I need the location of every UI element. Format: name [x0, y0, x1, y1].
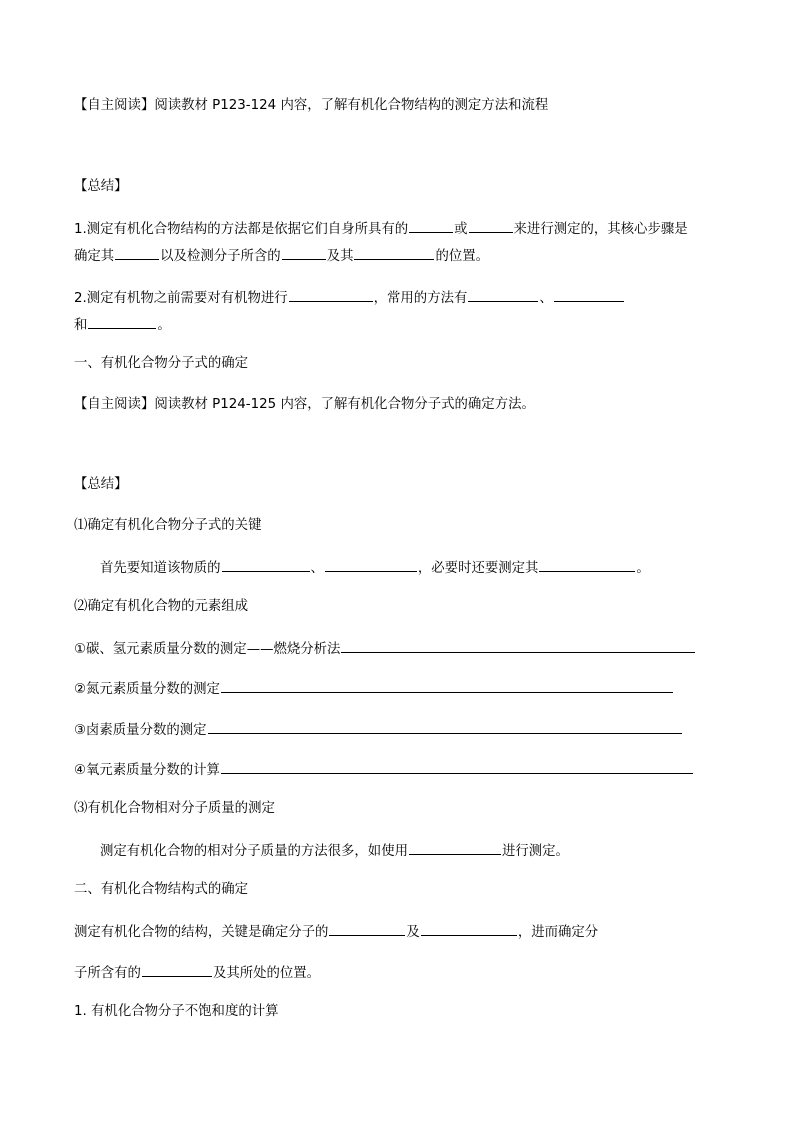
fill-in-blank[interactable] — [222, 557, 310, 572]
element-item-4 — [74, 759, 694, 777]
summary-item-1-line-1 — [74, 218, 688, 236]
text-fragment: ④氧元素质量分数的计算 — [74, 763, 220, 778]
text-fragment: 。 — [636, 561, 650, 576]
reading-instruction-1 — [74, 97, 548, 115]
fill-in-blank[interactable] — [329, 921, 405, 936]
reading-bracket-label: 【自主阅读】 — [74, 98, 155, 113]
text-fragment: ③卤素质量分数的测定 — [74, 723, 207, 738]
structure-line-1 — [74, 921, 598, 939]
fill-in-blank[interactable] — [409, 218, 453, 233]
reading-instruction-2 — [74, 396, 535, 414]
fill-in-blank[interactable] — [142, 962, 212, 977]
fill-in-blank[interactable] — [221, 759, 693, 774]
fill-in-blank[interactable] — [421, 921, 517, 936]
fill-in-blank[interactable] — [468, 287, 538, 302]
fill-in-blank[interactable] — [282, 245, 326, 260]
text-fragment: 子所含有的 — [74, 966, 141, 981]
text-fragment: 进行测定。 — [501, 844, 569, 859]
fill-in-blank[interactable] — [289, 287, 373, 302]
unsaturation-heading: 1. 有机化合物分子不饱和度的计算 — [74, 1004, 279, 1019]
text-fragment: 、 — [310, 561, 324, 576]
fill-in-blank[interactable] — [208, 719, 682, 734]
text-fragment: 、 — [539, 291, 553, 306]
fill-in-blank[interactable] — [539, 557, 635, 572]
summary-item-2-line-1 — [74, 287, 625, 305]
text-fragment: 首先要知道该物质的 — [100, 561, 221, 576]
reading-bracket-label: 【自主阅读】 — [74, 397, 155, 412]
summary-item-2-line-2 — [74, 314, 171, 332]
text-fragment: 及其所处的位置。 — [212, 966, 321, 981]
key-heading: ⑴确定有机化合物分子式的关键 — [74, 518, 262, 533]
text-fragment: 以及检测分子所含的 — [160, 249, 281, 264]
text-fragment: ②氮元素质量分数的测定 — [74, 682, 220, 697]
summary-heading-2: 【总结】 — [74, 477, 128, 492]
text-fragment: 确定其 — [74, 249, 115, 264]
element-item-3 — [74, 719, 683, 737]
summary-heading-1: 【总结】 — [74, 179, 128, 194]
section-1-title: 一、有机化合物分子式的确定 — [74, 356, 249, 371]
text-fragment: 测定有机化合物的相对分子质量的方法很多，如使用 — [100, 844, 408, 859]
fill-in-blank[interactable] — [115, 245, 159, 260]
fill-in-blank[interactable] — [554, 287, 624, 302]
text-fragment: 1.测定有机化合物结构的方法都是依据它们自身所具有的 — [74, 222, 409, 237]
fill-in-blank[interactable] — [88, 314, 156, 329]
text-fragment: 来进行测定的，其核心步骤是 — [513, 222, 688, 237]
text-fragment: 的位置。 — [435, 249, 490, 264]
section-2-title: 二、有机化合物结构式的确定 — [74, 882, 249, 897]
fill-in-blank[interactable] — [409, 840, 501, 855]
text-fragment: ，必要时还要测定其 — [417, 561, 539, 576]
text-fragment: ，进而确定分 — [517, 925, 599, 940]
fill-in-blank[interactable] — [469, 218, 513, 233]
text-fragment: 及其 — [326, 249, 354, 264]
fill-in-blank[interactable] — [341, 638, 695, 653]
fill-in-blank[interactable] — [354, 245, 434, 260]
element-item-2 — [74, 678, 674, 696]
mass-heading: ⑶有机化合物相对分子质量的测定 — [74, 801, 275, 816]
text-fragment: ①碳、氢元素质量分数的测定——燃烧分析法 — [74, 642, 341, 657]
mass-sentence — [100, 840, 569, 858]
summary-item-1-line-2 — [74, 245, 489, 263]
fill-in-blank[interactable] — [325, 557, 417, 572]
fill-in-blank[interactable] — [221, 678, 673, 693]
element-item-1 — [74, 638, 696, 656]
text-fragment: 测定有机化合物的结构，关键是确定分子的 — [74, 925, 329, 940]
element-heading: ⑵确定有机化合物的元素组成 — [74, 599, 249, 614]
text-fragment: 2.测定有机物之前需要对有机物进行 — [74, 291, 288, 306]
reading-text: 阅读教材 P123-124 内容，了解有机化合物结构的测定方法和流程 — [154, 98, 549, 113]
key-sentence — [100, 557, 650, 575]
text-fragment: 。 — [157, 318, 171, 333]
text-fragment: 及 — [406, 925, 420, 940]
text-fragment: ，常用的方法有 — [373, 291, 468, 306]
text-fragment: 或 — [454, 222, 468, 237]
text-fragment: 和 — [74, 318, 88, 333]
structure-line-2 — [74, 962, 320, 980]
reading-text: 阅读教材 P124-125 内容，了解有机化合物分子式的确定方法。 — [154, 397, 535, 412]
